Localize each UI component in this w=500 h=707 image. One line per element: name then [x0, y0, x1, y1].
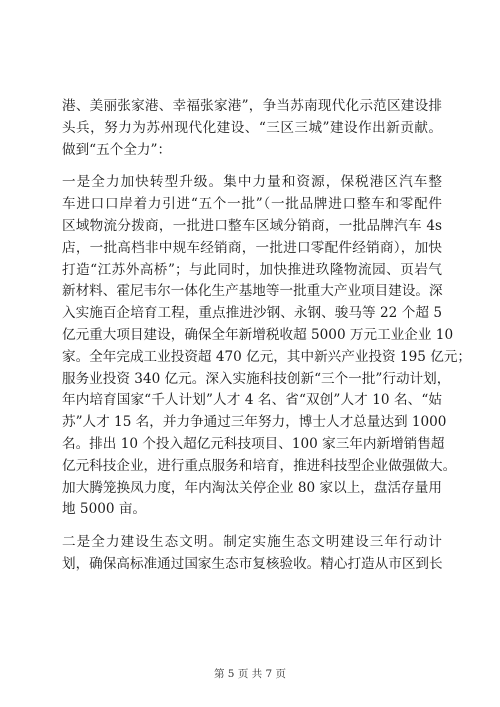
text-line: 区域物流分拨商，一批进口整车区域分销商，一批品牌汽车 4s: [62, 217, 442, 234]
text-line: 年内培育国家“千人计划”人才 4 名、省“双创”人才 10 名、“姑: [62, 392, 442, 409]
text-line: 划，确保高标准通过国家生态市复核验收。精心打造从市区到长: [62, 555, 443, 572]
paragraph: [62, 532, 442, 576]
text-line: 店，一批高档非中规车经销商，一批进口零配件经销商），加快: [62, 239, 442, 256]
document-body: [62, 96, 472, 576]
text-line: 打造“江苏外高桥”；与此同时，加快推进玖隆物流园、页岩气: [62, 261, 442, 278]
paragraph: [62, 172, 472, 521]
text-line: 车进口口岸着力引进“五个一批”（一批品牌进口整车和零配件: [62, 196, 442, 213]
text-line: 名。排出 10 个投入超亿元科技项目、100 家三年内新增销售超: [62, 435, 445, 452]
text-line: 做到“五个全力”：: [62, 141, 172, 158]
text-line: 亿元重大项目建设，确保全年新增税收超 5000 万元工业企业 10: [62, 326, 454, 343]
text-line: 头兵，努力为苏州现代化建设、“三区三城”建设作出新贡献。: [62, 119, 442, 136]
paragraph: [62, 96, 442, 161]
text-line: 加大腾笼换凤力度，年内淘汰关停企业 80 家以上，盘活存量用: [62, 479, 442, 496]
text-line: 入实施百企培育工程，重点推进沙钢、永钢、骏马等 22 个超 5: [62, 305, 442, 322]
text-line: 二是全力建设生态文明。制定实施生态文明建设三年行动计: [62, 534, 442, 551]
text-line: 苏”人才 15 名，并力争通过三年努力，博士人才总量达到 1000: [62, 414, 447, 431]
text-line: 新材料、霍尼韦尔一体化生产基地等一批重大产业项目建设。深: [62, 283, 443, 300]
text-line: 港、美丽张家港、幸福张家港”，争当苏南现代化示范区建设排: [62, 98, 442, 114]
text-line: 亿元科技企业，进行重点服务和培育，推进科技型企业做强做大。: [62, 457, 457, 474]
text-line: 一是全力加快转型升级。集中力量和资源，保税港区汽车整: [62, 174, 442, 191]
text-line: 家。全年完成工业投资超 470 亿元，其中新兴产业投资 195 亿元；: [62, 348, 472, 365]
text-line: 服务业投资 340 亿元。深入实施科技创新“三个一批”行动计划，: [62, 370, 451, 387]
text-line: 地 5000 亩。: [62, 501, 147, 518]
page-number-footer: 第 5 页 共 7 页: [213, 668, 287, 680]
